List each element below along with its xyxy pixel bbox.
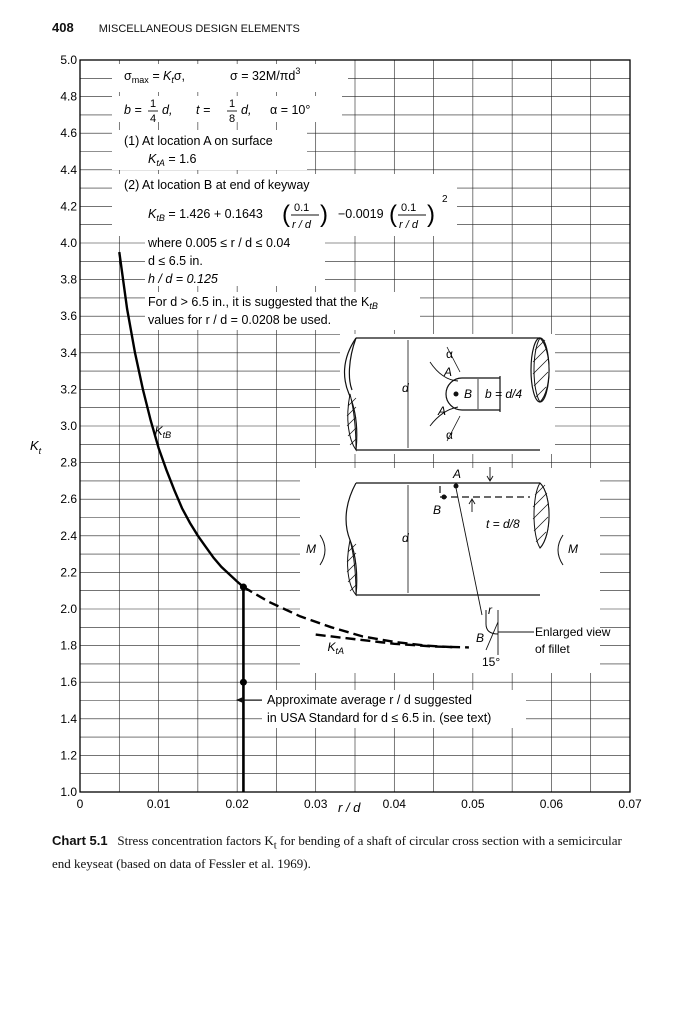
svg-text:A: A — [444, 365, 453, 379]
x-tick-2: 0.02 — [225, 797, 249, 811]
svg-text:r: r — [488, 603, 492, 617]
x-tick-0: 0 — [76, 797, 84, 811]
y-tick-13: 3.6 — [60, 309, 77, 324]
svg-text:A: A — [438, 404, 447, 418]
frac-den-1: r / d — [292, 219, 311, 231]
y-tick-7: 2.4 — [60, 528, 77, 543]
y-tick-1: 1.2 — [60, 748, 77, 763]
y-tick-0: 1.0 — [60, 785, 77, 799]
point-b-top — [454, 392, 459, 397]
marker-1 — [240, 679, 247, 686]
svg-text:α: α — [446, 428, 453, 442]
x-tick-7: 0.07 — [618, 797, 642, 811]
x-axis-title: r / d — [338, 800, 361, 815]
caption-sub: t — [273, 839, 277, 852]
paren-right: ) — [320, 201, 328, 228]
approx-line-1: Approximate average r / d suggested — [267, 693, 472, 707]
svg-text:M: M — [568, 542, 578, 556]
x-tick-6: 0.06 — [539, 797, 564, 811]
t-eq: t = — [196, 103, 211, 117]
b-num: 1 — [150, 98, 157, 110]
svg-text:B: B — [464, 387, 473, 401]
approx-line-2: in USA Standard for d ≤ 6.5 in. (see text) — [267, 711, 492, 725]
ktb-squared: 2 — [442, 194, 448, 205]
y-tick-6: 2.2 — [60, 565, 77, 580]
alpha-eq: α = 10° — [270, 103, 311, 117]
marker-0 — [240, 584, 247, 591]
y-tick-2: 1.4 — [60, 711, 77, 726]
svg-text:B: B — [476, 631, 485, 645]
y-tick-20: 5.0 — [60, 53, 77, 67]
curve-label-tB: $K_{tB}$ — [154, 424, 172, 441]
ktb-formula: $K_{tB} = 1.426 + 0.1643$ — [148, 207, 263, 223]
frac-num-1: 0.1 — [294, 202, 310, 214]
note-line-2: values for r / d = 0.0208 be used. — [148, 313, 332, 327]
x-tick-4: 0.04 — [382, 797, 406, 811]
y-tick-17: 4.4 — [60, 162, 77, 177]
svg-text:b = d/4: b = d/4 — [485, 387, 523, 401]
svg-text:M: M — [306, 542, 316, 556]
page-number: 408 — [52, 20, 74, 35]
x-tick-1: 0.01 — [146, 797, 171, 811]
svg-text:d: d — [402, 531, 409, 545]
y-tick-16: 4.2 — [60, 199, 77, 214]
note-line-1: For d > 6.5 in., it is suggested that the $K_{tB}$ — [148, 295, 378, 311]
frac-den-2: r / d — [399, 219, 418, 231]
ktb-minus: −0.0019 — [338, 207, 384, 221]
curve-label-tA: $K_{tA}$ — [327, 640, 345, 657]
kta-value: $K_{tA} = 1.6$ — [148, 152, 197, 168]
y-tick-14: 3.8 — [60, 272, 77, 287]
svg-text:α: α — [446, 347, 453, 361]
b-d: d, — [162, 103, 173, 117]
where-line-1: where 0.005 ≤ r / d ≤ 0.04 — [148, 236, 291, 250]
point-b-bottom — [442, 495, 447, 500]
svg-text:Enlarged view: Enlarged view — [535, 625, 611, 639]
caption-text: Stress concentration factors K — [117, 833, 274, 848]
x-tick-3: 0.03 — [304, 797, 328, 811]
location-b: (2) At location B at end of keyway — [124, 178, 310, 192]
svg-text:t = d/8: t = d/8 — [486, 517, 520, 531]
paren-left: ( — [282, 201, 290, 228]
y-tick-9: 2.8 — [60, 455, 77, 470]
x-tick-5: 0.05 — [461, 797, 485, 811]
svg-text:15°: 15° — [482, 655, 501, 669]
y-tick-10: 3.0 — [60, 419, 77, 433]
paren-left-2: ( — [389, 201, 397, 228]
formula-sigma: $\sigma = 32M/\pi d^3$ — [230, 66, 301, 83]
t-d: d, — [241, 103, 252, 117]
y-tick-8: 2.6 — [60, 492, 77, 507]
svg-text:B: B — [433, 503, 442, 517]
y-tick-12: 3.4 — [60, 345, 77, 360]
point-a-bottom — [454, 484, 459, 489]
y-tick-11: 3.2 — [60, 382, 77, 397]
figure-caption — [52, 832, 627, 872]
t-num: 1 — [229, 98, 236, 110]
where-line-2: d ≤ 6.5 in. — [148, 254, 203, 268]
svg-text:of fillet: of fillet — [535, 642, 570, 656]
formula-sigma-max: $\sigma_{max} = K_t\sigma$, — [124, 69, 186, 85]
location-a: (1) At location A on surface — [124, 134, 273, 148]
caption-label: Chart 5.1 — [52, 833, 108, 848]
svg-text:d: d — [402, 381, 409, 395]
caption-text-2: for bending of a shaft of circular cross section with a semicircular end keyseat (based on data of Fessler et al. 1969). — [52, 833, 622, 871]
frac-num-2: 0.1 — [401, 202, 417, 214]
b-den: 4 — [150, 113, 157, 125]
y-tick-4: 1.8 — [60, 638, 77, 653]
svg-text:A: A — [453, 467, 462, 481]
section-title: MISCELLANEOUS DESIGN ELEMENTS — [98, 23, 300, 35]
y-tick-18: 4.6 — [60, 126, 77, 141]
y-tick-3: 1.6 — [60, 675, 77, 690]
b-eq: b = — [124, 103, 142, 117]
t-den: 8 — [229, 113, 236, 125]
y-tick-15: 4.0 — [60, 236, 77, 250]
y-axis-title: $K_t$ — [30, 438, 42, 456]
y-tick-19: 4.8 — [60, 89, 77, 104]
paren-right-2: ) — [427, 201, 435, 228]
where-line-3: h / d = 0.125 — [148, 272, 218, 286]
y-tick-5: 2.0 — [60, 602, 77, 616]
